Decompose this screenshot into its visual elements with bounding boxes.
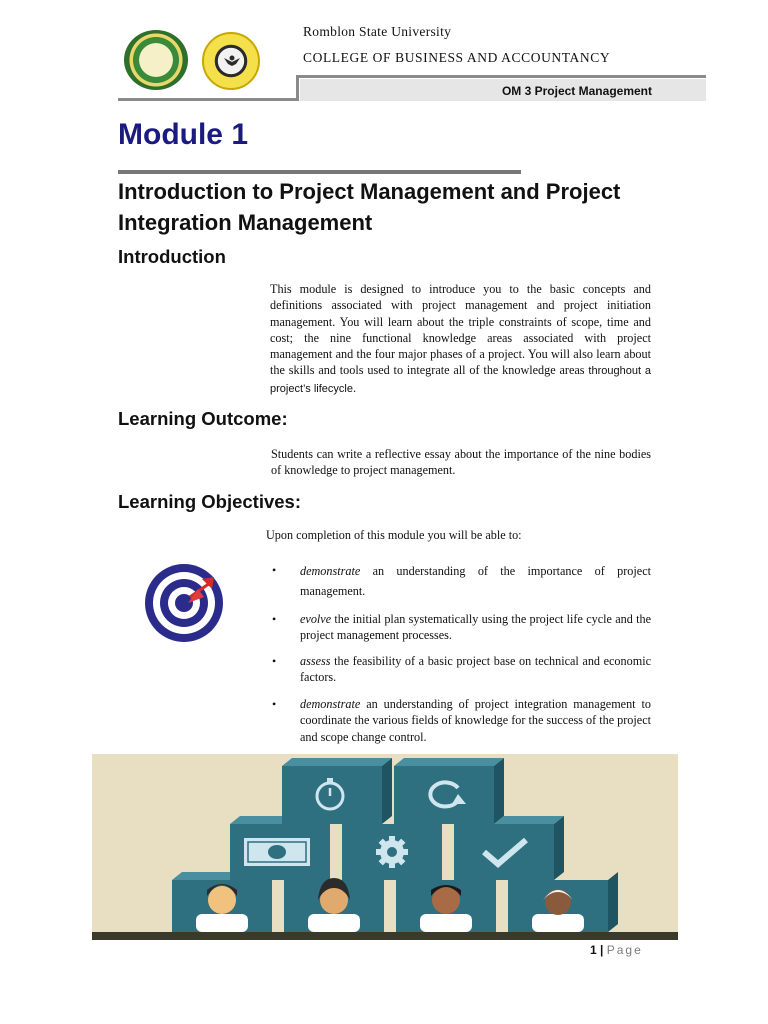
university-logo: [124, 30, 188, 90]
check-block: [454, 816, 564, 880]
money-icon: [244, 838, 310, 866]
money-block: [230, 816, 330, 880]
module-label: Module 1: [118, 118, 249, 151]
objectives-intro: Upon completion of this module you will be able to:: [266, 528, 522, 542]
objective-verb: demonstrate: [300, 564, 361, 578]
person-block: [172, 872, 272, 932]
introduction-period: .: [352, 380, 356, 395]
person-block: [508, 872, 618, 932]
introduction-heading: Introduction: [118, 246, 226, 267]
objective-item: [300, 611, 651, 644]
learning-outcome-body: Students can write a reflective essay about the importance of the nine bodies of knowledge to project management.: [271, 447, 651, 478]
page-label: Page: [606, 943, 643, 957]
header-rule-step: [296, 75, 299, 101]
bullet-marker: •: [272, 654, 277, 668]
objective-item: [300, 696, 651, 745]
page-number: [590, 943, 643, 957]
header-rule-top: [296, 75, 706, 78]
objective-verb: evolve: [300, 612, 332, 626]
objective-text: the initial plan systematically using the project life cycle and the project management processes.: [300, 612, 651, 643]
university-name: Romblon State University: [303, 24, 452, 39]
gear-icon: [376, 836, 408, 868]
college-logo: [202, 32, 260, 90]
module-divider: [118, 170, 521, 174]
bullet-marker: •: [272, 563, 277, 577]
introduction-text-end: throughout a project’s lifecycle: [270, 365, 651, 395]
objective-item: [300, 561, 651, 601]
page-title: Introduction to Project Management and Project Integration Management: [118, 179, 621, 235]
page-separator: |: [600, 943, 604, 957]
gear-block: [342, 824, 442, 880]
introduction-text: This module is designed to introduce you to the basic concepts and definitions associated with project management and project initiation management. You will learn about the triple constraints of scope, time and cost; the nine functional knowledge areas associated with project management and the four major phases of a project. You will also learn about the skills and tools used to integrate all of the knowledge areas: [270, 282, 651, 378]
team-blocks-illustration: [92, 754, 678, 940]
person-block: [396, 880, 496, 932]
objective-verb: demonstrate: [300, 697, 361, 711]
course-title: OM 3 Project Management: [501, 84, 652, 98]
objective-text: the feasibility of a basic project base on technical and economic factors.: [300, 654, 651, 685]
bullet-marker: •: [272, 697, 277, 711]
page-number-value: 1: [590, 943, 597, 957]
college-name: COLLEGE OF BUSINESS AND ACCOUNTANCY: [303, 50, 611, 65]
introduction-body: [270, 281, 651, 397]
eagle-icon: [223, 52, 241, 70]
target-icon: [144, 563, 224, 643]
objective-verb: assess: [300, 654, 331, 668]
learning-outcome-heading: Learning Outcome:: [118, 408, 288, 429]
objective-item: [300, 653, 651, 686]
bullet-marker: •: [272, 612, 277, 626]
stopwatch-block: [282, 758, 392, 824]
objective-text: an understanding of the importance of project management.: [300, 564, 651, 598]
person-block: [284, 878, 384, 932]
learning-objectives-heading: Learning Objectives:: [118, 491, 301, 512]
objective-text: an understanding of project integration management to coordinate the various fields of knowledge for the success of the project and scope change control.: [300, 697, 651, 744]
cycle-block: [394, 758, 504, 824]
header-rule: [118, 98, 298, 101]
